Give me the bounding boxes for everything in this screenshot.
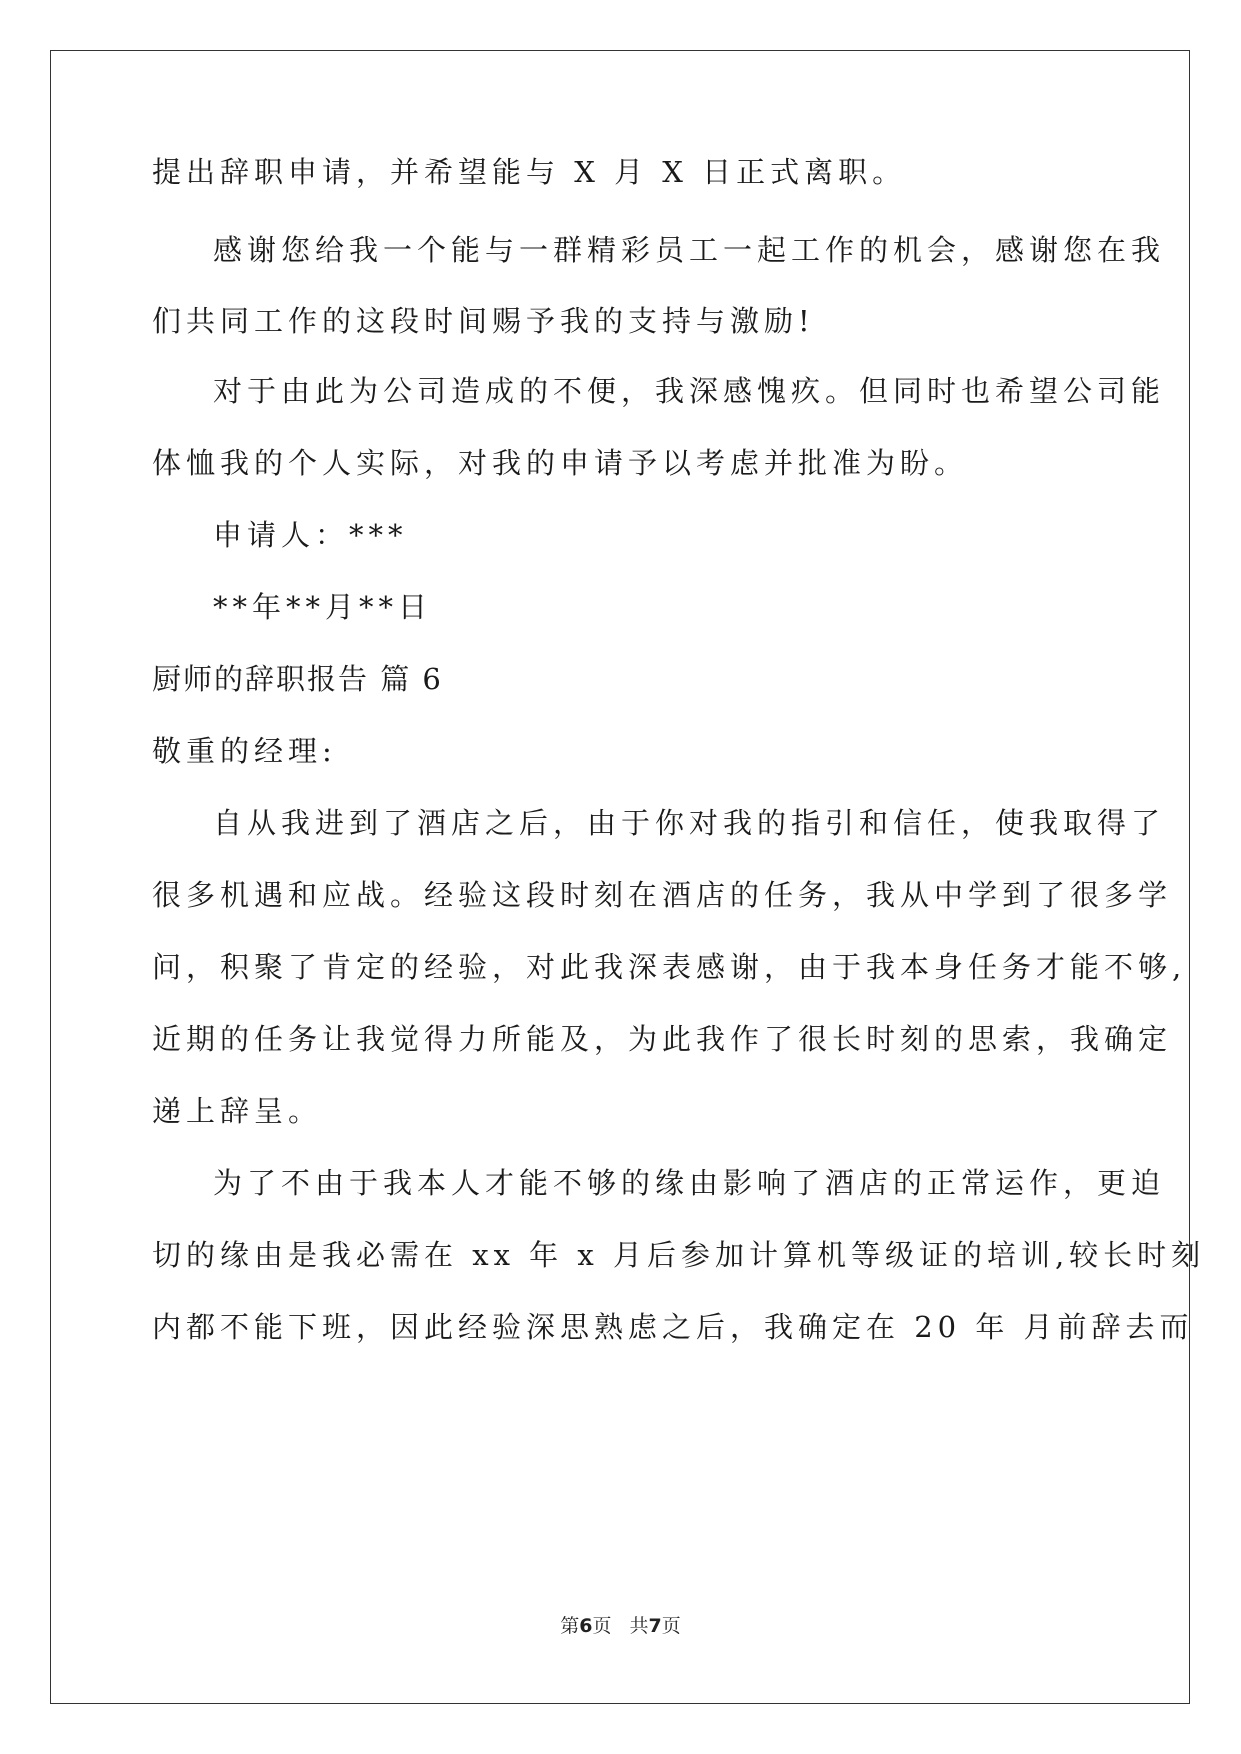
paragraph-line: 很多机遇和应战。经验这段时刻在酒店的任务，我从中学到了很多学 bbox=[152, 878, 1173, 912]
page-total: 7 bbox=[648, 1615, 662, 1637]
paragraph-line: 对于由此为公司造成的不便，我深感愧疚。但同时也希望公司能 bbox=[213, 374, 1166, 408]
paragraph-line: 自从我进到了酒店之后，由于你对我的指引和信任，使我取得了 bbox=[213, 806, 1166, 840]
paragraph-line: 问，积聚了肯定的经验，对此我深表感谢，由于我本身任务才能不够, bbox=[152, 950, 1187, 984]
paragraph-line: 体恤我的个人实际，对我的申请予以考虑并批准为盼。 bbox=[152, 446, 969, 480]
paragraph-line: 切的缘由是我必需在 xx 年 x 月后参加计算机等级证的培训,较长时刻 bbox=[152, 1238, 1206, 1272]
total-prefix: 共 bbox=[629, 1615, 649, 1637]
page-current: 6 bbox=[579, 1615, 593, 1637]
paragraph-line: 递上辞呈。 bbox=[152, 1094, 323, 1128]
date-line: **年**月**日 bbox=[213, 590, 433, 624]
total-suffix: 页 bbox=[661, 1615, 681, 1637]
salutation: 敬重的经理: bbox=[152, 734, 337, 768]
page-footer bbox=[0, 1613, 1241, 1639]
paragraph-line: 内都不能下班，因此经验深思熟虑之后，我确定在 20 年 月前辞去而 bbox=[152, 1310, 1194, 1344]
paragraph-line: 感谢您给我一个能与一群精彩员工一起工作的机会，感谢您在我 bbox=[213, 233, 1166, 267]
paragraph-line: 近期的任务让我觉得力所能及，为此我作了很长时刻的思索，我确定 bbox=[152, 1022, 1173, 1056]
page-prefix: 第 bbox=[560, 1615, 580, 1637]
page-suffix: 页 bbox=[592, 1615, 612, 1637]
applicant-line: 申请人：*** bbox=[213, 518, 408, 552]
section-title: 厨师的辞职报告 篇 6 bbox=[152, 662, 443, 696]
paragraph-line: 们共同工作的这段时间赐予我的支持与激励! bbox=[152, 304, 815, 338]
paragraph-line: 为了不由于我本人才能不够的缘由影响了酒店的正常运作，更迫 bbox=[213, 1166, 1166, 1200]
paragraph-line: 提出辞职申请，并希望能与 X 月 X 日正式离职。 bbox=[152, 155, 907, 189]
